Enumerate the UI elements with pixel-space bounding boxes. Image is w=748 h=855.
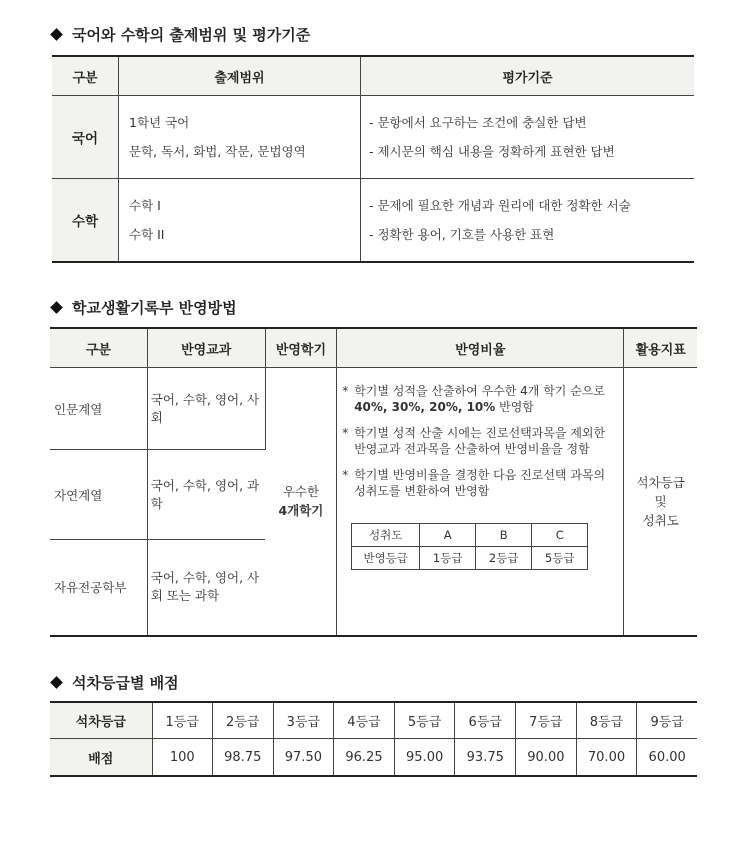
grade-cell: 3등급 [273, 702, 334, 739]
exam-scope-table [52, 55, 694, 263]
grade-cell: 5등급 [394, 702, 455, 739]
conversion-header: 반영등급 [352, 547, 420, 570]
table-header-row [50, 328, 697, 368]
asterisk-icon: * [342, 468, 349, 482]
asterisk-icon: * [342, 426, 349, 440]
grade-cell: 1등급 [152, 702, 212, 739]
criteria-cell [361, 179, 695, 263]
score-cell: 98.75 [212, 739, 273, 777]
index-line: 석차등급 [636, 474, 685, 490]
diamond-bullet-icon [50, 301, 63, 314]
header-category: 구분 [52, 56, 119, 96]
scope-line: 문학, 독서, 화법, 작문, 문법영역 [129, 144, 306, 159]
subject-math: 수학 [52, 179, 119, 263]
criteria-line: - 문제에 필요한 개념과 원리에 대한 정확한 서술 [369, 198, 631, 213]
ratio-note [342, 383, 615, 415]
ratio-note [342, 425, 615, 457]
grade-cell: 7등급 [516, 702, 577, 739]
scope-cell [119, 179, 361, 263]
scope-line: 수학 II [129, 227, 165, 242]
section-title-exam-scope [50, 24, 310, 45]
score-cell: 96.25 [334, 739, 395, 777]
semester-cell [265, 368, 337, 636]
semester-line-bold: 4개학기 [278, 503, 324, 519]
note-text: 학기별 반영비율을 결정한 다음 진로선택 과목의 성취도를 변환하여 반영함 [354, 468, 606, 498]
section-title-record-method [50, 297, 237, 318]
section-title-text: 국어와 수학의 출제범위 및 평가기준 [72, 26, 311, 44]
section-title-text: 학교생활기록부 반영방법 [72, 299, 237, 317]
diamond-bullet-icon [50, 676, 63, 689]
criteria-line: - 문항에서 요구하는 조건에 충실한 답변 [369, 115, 587, 130]
index-cell [624, 368, 697, 636]
row-header-grade: 석차등급 [50, 702, 152, 739]
conversion-table [351, 523, 588, 570]
conversion-cell: 5등급 [532, 547, 588, 570]
track-subjects: 국어, 수학, 영어, 과학 [147, 450, 265, 540]
ratio-note [342, 467, 615, 499]
header-subjects: 반영교과 [147, 328, 265, 368]
criteria-line: - 정확한 용어, 기호를 사용한 표현 [369, 227, 555, 242]
conversion-cell: C [532, 524, 588, 547]
score-cell: 90.00 [516, 739, 577, 777]
section-title-grade-score [50, 672, 179, 693]
diamond-bullet-icon [50, 28, 63, 41]
index-line: 및 [654, 493, 667, 509]
track-name: 인문계열 [50, 368, 147, 450]
header-category: 구분 [50, 328, 147, 368]
table-row [52, 179, 694, 263]
conversion-header: 성취도 [352, 524, 420, 547]
conversion-cell: B [476, 524, 532, 547]
header-criteria: 평가기준 [361, 56, 695, 96]
criteria-line: - 제시문의 핵심 내용을 정확하게 표현한 답변 [369, 144, 615, 159]
conversion-cell: 1등급 [420, 547, 476, 570]
track-name: 자연계열 [50, 450, 147, 540]
asterisk-icon: * [342, 384, 349, 398]
track-subjects: 국어, 수학, 영어, 사회 또는 과학 [147, 540, 265, 636]
grade-cell: 2등급 [212, 702, 273, 739]
score-row [50, 739, 697, 777]
score-cell: 100 [152, 739, 212, 777]
note-text: 학기별 성적을 산출하여 우수한 4개 학기 순으로 [354, 384, 605, 398]
semester-line: 우수한 [282, 484, 320, 500]
criteria-cell [361, 96, 695, 179]
grade-cell: 8등급 [576, 702, 637, 739]
grade-score-table [50, 701, 697, 777]
score-cell: 60.00 [637, 739, 697, 777]
scope-cell [119, 96, 361, 179]
header-semesters: 반영학기 [265, 328, 337, 368]
header-ratio: 반영비율 [337, 328, 624, 368]
grade-row [50, 702, 697, 739]
index-line: 성취도 [642, 512, 679, 528]
score-cell: 97.50 [273, 739, 334, 777]
conversion-cell: A [420, 524, 476, 547]
score-cell: 70.00 [576, 739, 637, 777]
header-index: 활용지표 [624, 328, 697, 368]
note-bold: 40%, 30%, 20%, 10% [354, 400, 496, 414]
note-text: 반영함 [495, 400, 534, 414]
grade-cell: 9등급 [637, 702, 697, 739]
table-row [50, 368, 697, 450]
subject-korean: 국어 [52, 96, 119, 179]
score-cell: 95.00 [394, 739, 455, 777]
grade-cell: 6등급 [455, 702, 516, 739]
score-cell: 93.75 [455, 739, 516, 777]
scope-line: 수학 I [129, 198, 161, 213]
note-text: 학기별 성적 산출 시에는 진로선택과목을 제외한 반영교과 전과목을 산출하여 반영비율을 정함 [354, 426, 606, 456]
conversion-cell: 2등급 [476, 547, 532, 570]
table-row [52, 96, 694, 179]
header-scope: 출제범위 [119, 56, 361, 96]
section-title-text: 석차등급별 배점 [72, 674, 179, 692]
ratio-cell [337, 368, 624, 636]
track-subjects: 국어, 수학, 영어, 사회 [147, 368, 265, 450]
grade-cell: 4등급 [334, 702, 395, 739]
row-header-score: 배점 [50, 739, 152, 777]
table-header-row [52, 56, 694, 96]
record-method-table [50, 327, 697, 637]
track-name: 자유전공학부 [50, 540, 147, 636]
scope-line: 1학년 국어 [129, 115, 190, 130]
